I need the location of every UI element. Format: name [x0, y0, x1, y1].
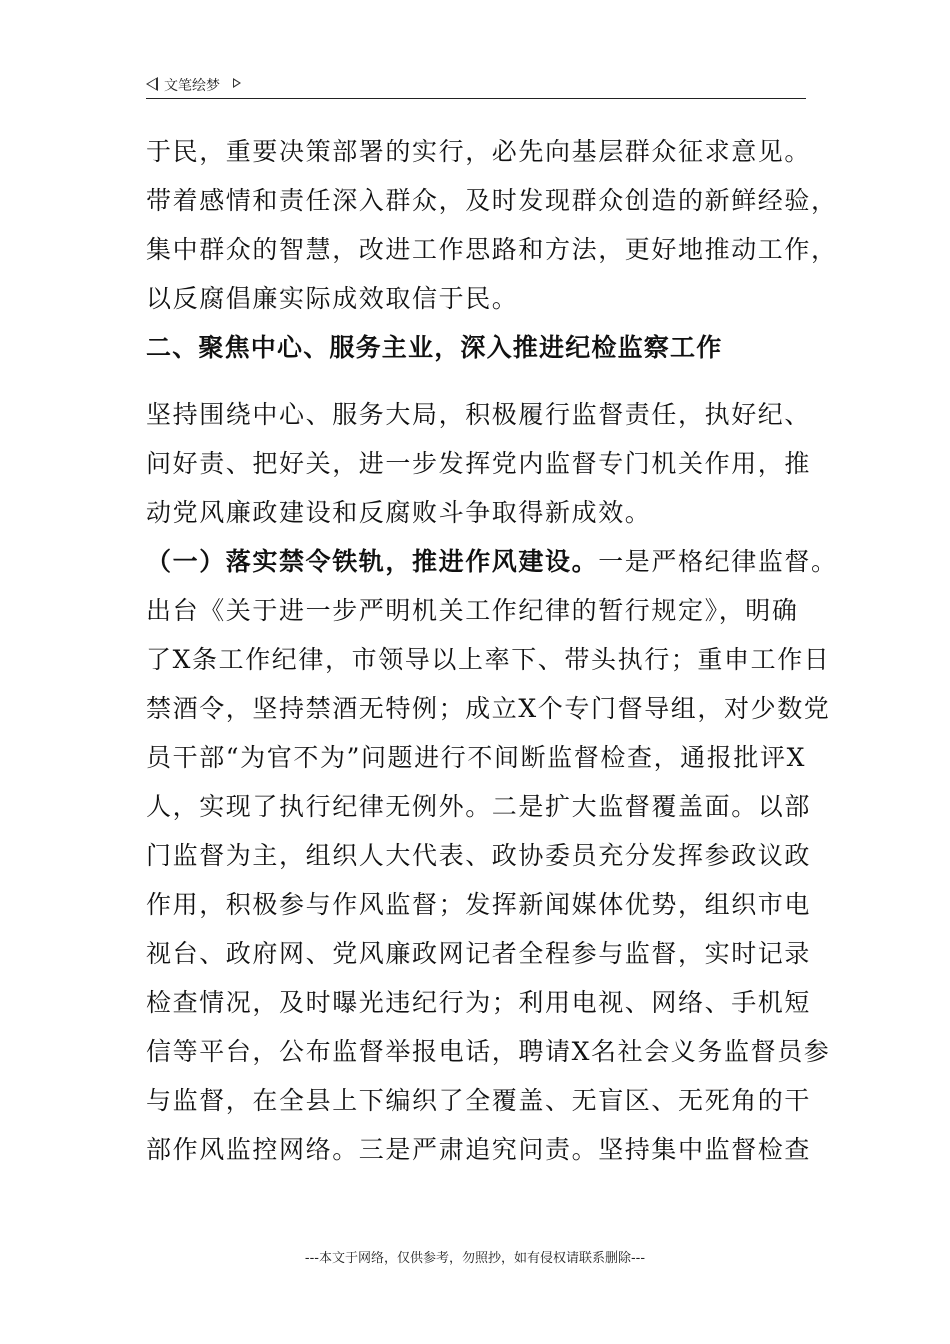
text-line: 检查情况，及时曝光违纪行为；利用电视、网络、手机短 — [146, 988, 812, 1017]
text-line: 问好责、把好关，进一步发挥党内监督专门机关作用，推 — [146, 449, 812, 478]
text-line — [146, 537, 838, 586]
text-run: 一是严格纪律监督。 — [598, 547, 838, 576]
text-line: 坚持围绕中心、服务大局，积极履行监督责任，执好纪、 — [146, 400, 812, 429]
document-body — [146, 127, 838, 1174]
text-line: 出台《关于进一步严明机关工作纪律的暂行规定》，明确 — [146, 596, 799, 625]
subsection-heading: （一）落实禁令铁轨，推进作风建设。 — [146, 547, 599, 576]
text-line: 部作风监控网络。三是严肃追究问责。坚持集中监督检查 — [146, 1135, 812, 1164]
text-line: 以反腐倡廉实际成效取信于民。 — [146, 284, 519, 313]
page-footer: ---本文于网络，仅供参考，勿照抄，如有侵权请联系删除--- — [304, 1251, 646, 1266]
text-line: 禁酒令，坚持禁酒无特例；成立X个专门督导组，对少数党 — [146, 694, 831, 723]
text-line: 员干部“为官不为”问题进行不间断监督检查，通报批评X — [146, 743, 806, 772]
text-line: 信等平台，公布监督举报电话，聘请X名社会义务监督员参 — [146, 1037, 831, 1066]
text-line: 带着感情和责任深入群众，及时发现群众创造的新鲜经验， — [146, 186, 838, 215]
page-header — [146, 70, 806, 99]
section-heading: 二、聚焦中心、服务主业，深入推进纪检监察工作 — [146, 333, 723, 362]
text-line: 集中群众的智慧，改进工作思路和方法，更好地推动工作， — [146, 235, 838, 264]
text-line: 视台、政府网、党风廉政网记者全程参与监督，实时记录 — [146, 939, 812, 968]
triangle-right-icon — [233, 78, 241, 88]
text-line: 了X条工作纪律，市领导以上率下、带头执行；重申工作日 — [146, 645, 831, 674]
text-line: 与监督，在全县上下编织了全覆盖、无盲区、无死角的干 — [146, 1086, 812, 1115]
text-line: 动党风廉政建设和反腐败斗争取得新成效。 — [146, 498, 652, 527]
text-line: 门监督为主，组织人大代表、政协委员充分发挥参政议政 — [146, 841, 812, 870]
header-title: 文笔绘梦 — [164, 78, 220, 94]
text-line: 人，实现了执行纪律无例外。二是扩大监督覆盖面。以部 — [146, 792, 812, 821]
text-line: 于民，重要决策部署的实行，必先向基层群众征求意见。 — [146, 137, 812, 166]
triangle-left-icon — [146, 77, 158, 91]
text-line: 作用，积极参与作风监督；发挥新闻媒体优势，组织市电 — [146, 890, 812, 919]
